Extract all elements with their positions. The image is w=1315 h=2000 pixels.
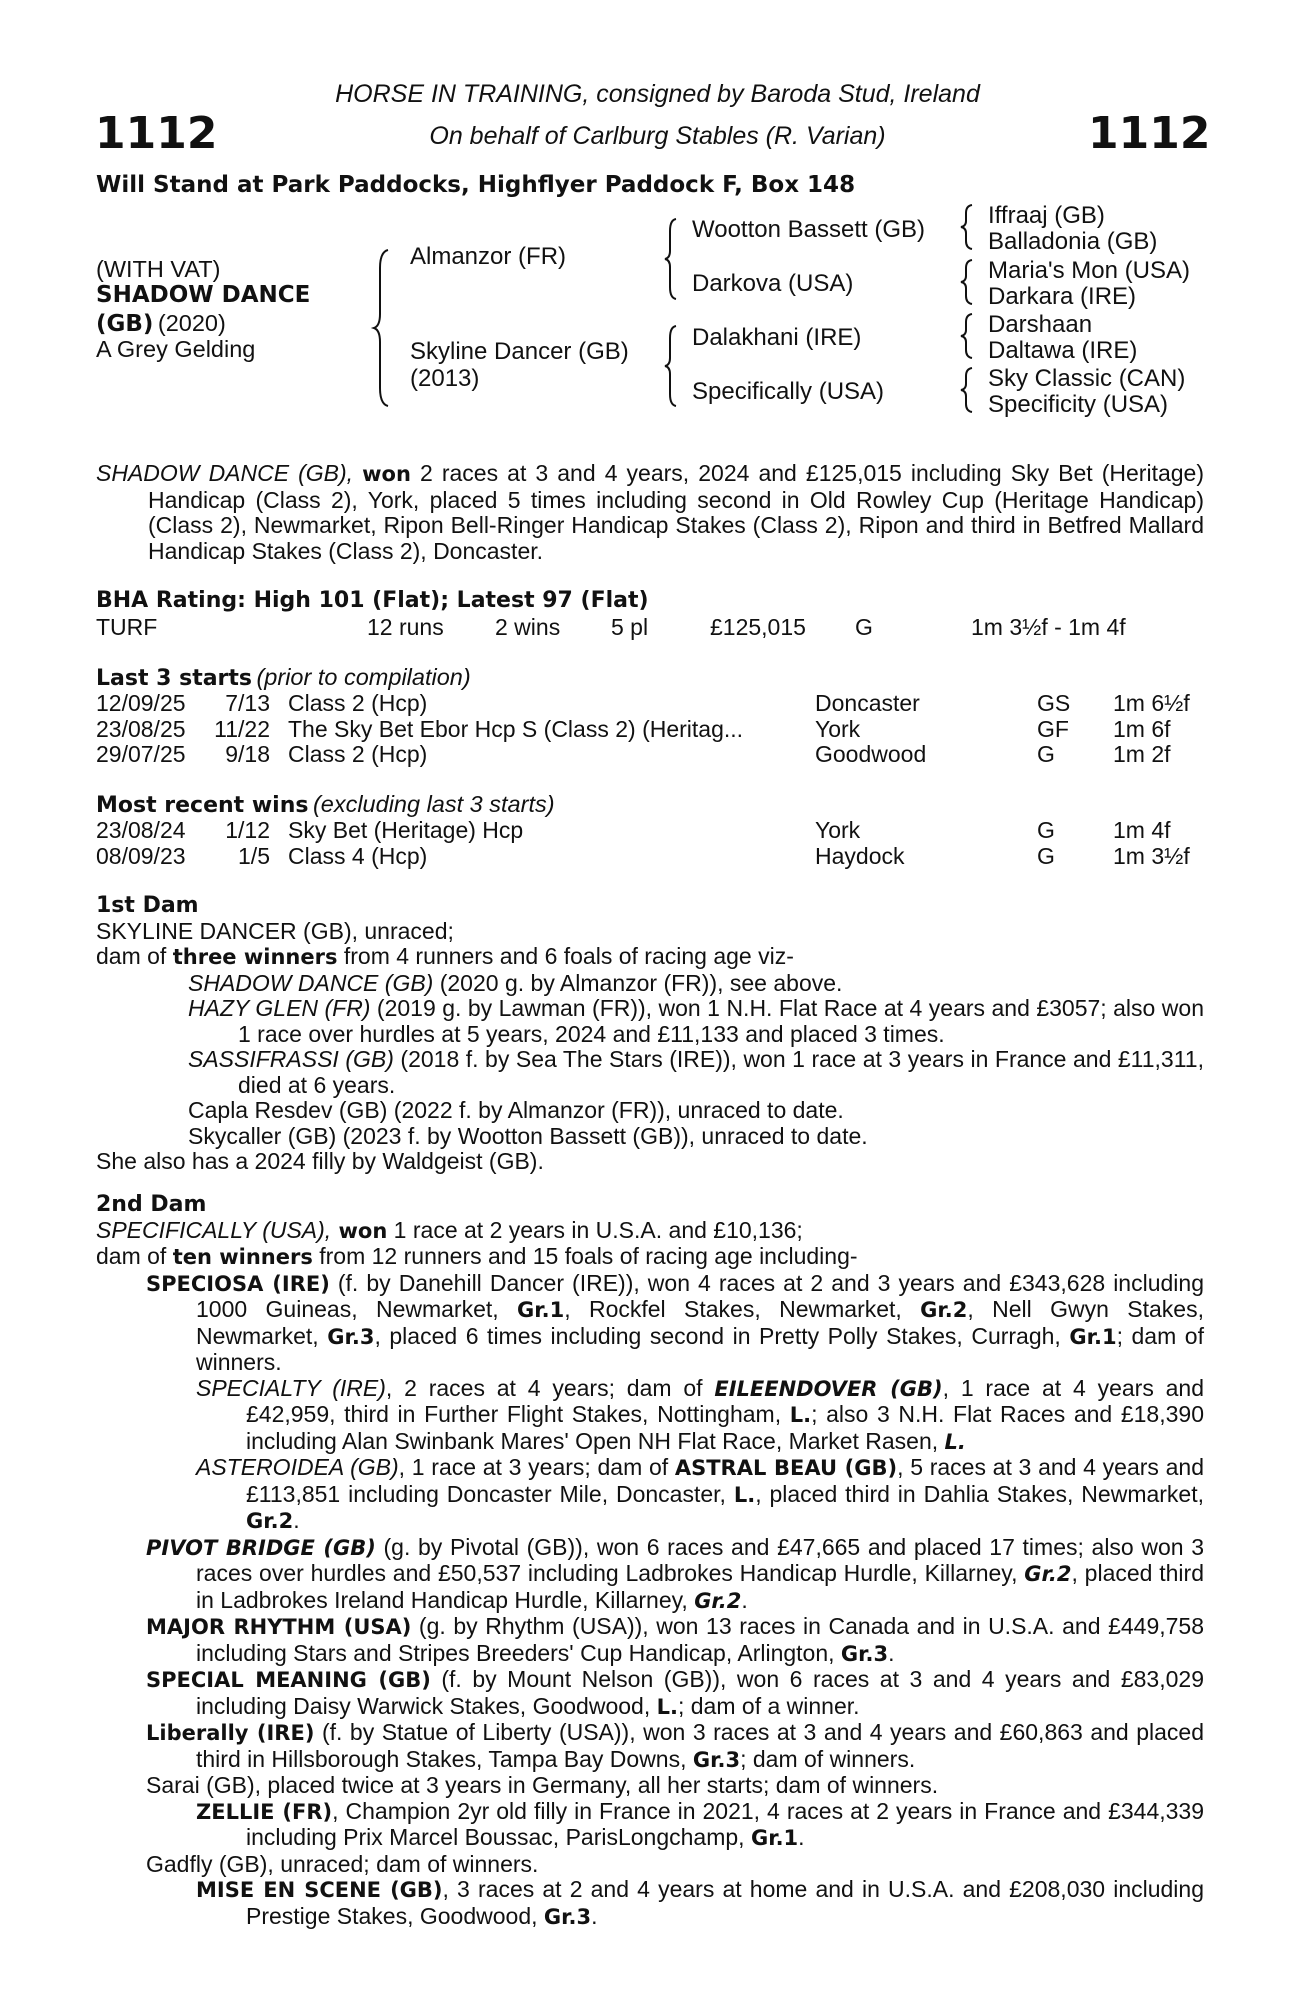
ped-g1: Iffraaj (GB) bbox=[988, 202, 1105, 229]
last3-cell-race: Class 2 (Hcp) bbox=[288, 741, 428, 767]
brace-sire bbox=[664, 217, 680, 301]
gr3-badge: Gr.3 bbox=[840, 1641, 889, 1666]
mise-en-scene-t1: , 3 races at 2 and 4 years at home and in U.S.A. and £208,030 including Prestige Stakes, Goodwood, bbox=[246, 1876, 1204, 1929]
horse-name bbox=[96, 282, 310, 308]
listed-badge: L. bbox=[789, 1403, 812, 1427]
progeny-4: Capla Resdev (GB) (2022 f. by Almanzor (FR)), unraced to date. bbox=[188, 1097, 844, 1123]
gr3-badge: Gr.3 bbox=[692, 1747, 741, 1772]
last3-cell-pos: 9/18 bbox=[225, 741, 270, 767]
specialty-t3: ; also 3 N.H. Flat Races and £18,390 including Alan Swinbank Mares' Open NH Flat Race, Market Rasen, bbox=[246, 1401, 1204, 1454]
specialty-t2: , 1 race at 4 years and £42,959, third in Further Flight Stakes, Nottingham, bbox=[246, 1374, 1204, 1427]
race-summary bbox=[96, 461, 1204, 564]
ped-dam-year: (2013) bbox=[410, 365, 480, 392]
last3-cell-course: Doncaster bbox=[815, 690, 920, 716]
astral-beau-name: ASTRAL BEAU (GB) bbox=[674, 1456, 898, 1480]
liberally-name: Liberally (IRE) bbox=[146, 1721, 315, 1745]
last3-note: (prior to compilation) bbox=[256, 664, 471, 690]
progeny-3-text: (2018 f. by Sea The Stars (IRE)), won 1 race at 3 years in France and £11,311, died at 6 years. bbox=[238, 1046, 1204, 1098]
first-dam-title: 1st Dam bbox=[96, 893, 199, 918]
special-meaning-t2: ; dam of a winner. bbox=[677, 1692, 860, 1719]
ped-dam: Skyline Dancer (GB) bbox=[410, 338, 629, 365]
wins-cell-dist: 1m 4f bbox=[1113, 817, 1171, 843]
wins-title: Most recent wins bbox=[96, 793, 309, 818]
sarai: Sarai (GB), placed twice at 3 years in Germany, all her starts; dam of winners. bbox=[146, 1772, 939, 1798]
liberally-t1: (f. by Statue of Liberty (USA)), won 3 races at 3 and 4 years and £60,863 and placed third in Hillsborough Stakes, Tampa Bay Downs, bbox=[196, 1719, 1204, 1772]
sd-won: won bbox=[331, 1218, 388, 1243]
progeny-1-name: SHADOW DANCE (GB) bbox=[188, 969, 434, 996]
last3-cell-date: 23/08/25 bbox=[96, 715, 186, 742]
specialty bbox=[196, 1376, 1204, 1456]
asteroidea-name: ASTEROIDEA (GB) bbox=[196, 1454, 399, 1480]
major-rhythm-t1: (g. by Rhythm (USA)), won 13 races in Canada and in U.S.A. and £449,758 including Stars and Stripes Breeders' Cup Handicap, Arlington, bbox=[196, 1613, 1204, 1666]
wins-cell-race: Class 4 (Hcp) bbox=[288, 842, 428, 869]
gr3-badge: Gr.3 bbox=[543, 1904, 592, 1929]
first-dam-line1: SKYLINE DANCER (GB), unraced; bbox=[96, 917, 454, 944]
gr2-badge: Gr.2 bbox=[246, 1509, 294, 1533]
fd-l2a: dam of bbox=[96, 943, 173, 969]
gr2-badge: Gr.2 bbox=[694, 1588, 742, 1613]
consignor-line: HORSE IN TRAINING, consigned by Baroda Stud, Ireland bbox=[335, 80, 980, 108]
brace-main bbox=[372, 248, 392, 408]
rating-earnings: £125,015 bbox=[710, 614, 806, 640]
wins-cell-dist: 1m 3½f bbox=[1113, 842, 1190, 869]
first-dam-line2 bbox=[96, 944, 1204, 971]
zellie-t1: , Champion 2yr old filly in France in 2021, 4 races at 2 years in France and £344,339 including Prix Marcel Boussac, ParisLongchamp, bbox=[246, 1797, 1205, 1850]
ped-dam-sire: Dalakhani (IRE) bbox=[692, 324, 862, 351]
wins-cell-date: 23/08/24 bbox=[96, 817, 186, 843]
rating-going: G bbox=[855, 614, 873, 640]
last3-cell-going: G bbox=[1037, 741, 1055, 767]
gr1-badge: Gr.1 bbox=[1069, 1324, 1117, 1349]
specialty-t1: , 2 races at 4 years; dam of bbox=[385, 1374, 715, 1401]
location-line: Will Stand at Park Paddocks, Highflyer Paddock F, Box 148 bbox=[96, 172, 856, 198]
last3-cell-pos: 7/13 bbox=[225, 690, 270, 716]
wins-cell-pos: 1/12 bbox=[225, 817, 270, 843]
brace-g56 bbox=[960, 312, 976, 360]
special-meaning bbox=[146, 1667, 1204, 1720]
last3-cell-going: GS bbox=[1037, 690, 1071, 716]
eileendover-name: EILEENDOVER (GB) bbox=[714, 1376, 943, 1401]
listed-badge: L. bbox=[733, 1482, 756, 1507]
summary-text: 2 races at 3 and 4 years, 2024 and £125,015 including Sky Bet (Heritage) Handicap (Class 2), York, placed 5 times including second in Old Rowley Cup (Heritage Handicap) (Class 2), Newmarket, Ripon Bell-Ringer Handicap Stakes (Class 2), Ripon and third in Betfred Mallard Handicap Stakes (Class 2), Doncaster. bbox=[148, 460, 1204, 564]
progeny-6: She also has a 2024 filly by Waldgeist (GB). bbox=[96, 1148, 544, 1174]
wins-cell-course: Haydock bbox=[815, 842, 905, 869]
rating-runs: 12 runs bbox=[367, 614, 444, 640]
gr2-badge: Gr.2 bbox=[920, 1298, 968, 1322]
second-dam-section bbox=[96, 1192, 1204, 1930]
listed-badge: L. bbox=[944, 1429, 966, 1454]
ped-g2: Balladonia (GB) bbox=[988, 228, 1158, 255]
summary-won: won bbox=[362, 462, 411, 486]
wins-cell-going: G bbox=[1037, 842, 1055, 869]
brace-g78 bbox=[960, 366, 976, 414]
major-rhythm-name: MAJOR RHYTHM (USA) bbox=[146, 1615, 412, 1639]
rating-placed: 5 pl bbox=[611, 614, 649, 640]
wins-note: (excluding last 3 starts) bbox=[312, 791, 555, 817]
progeny-5: Skycaller (GB) (2023 f. by Wootton Bassett (GB)), unraced to date. bbox=[188, 1122, 868, 1149]
last3-cell-going: GF bbox=[1037, 715, 1069, 742]
gr3-badge: Gr.3 bbox=[327, 1324, 375, 1349]
last3-title: Last 3 starts bbox=[96, 666, 253, 691]
liberally bbox=[146, 1720, 1204, 1773]
last3-cell-dist: 1m 6f bbox=[1113, 715, 1171, 742]
first-dam-section bbox=[96, 893, 1204, 1175]
last3-cell-course: Goodwood bbox=[815, 741, 927, 767]
gr1-badge: Gr.1 bbox=[517, 1298, 565, 1322]
sd-l1c: 1 race at 2 years in U.S.A. and £10,136; bbox=[387, 1216, 803, 1243]
asteroidea-t3: , placed third in Dahlia Stakes, Newmarket, bbox=[755, 1480, 1204, 1507]
horse-country: (GB) bbox=[96, 311, 154, 337]
progeny-2 bbox=[188, 996, 1204, 1047]
ped-g4: Darkara (IRE) bbox=[988, 283, 1137, 310]
ped-g8: Specificity (USA) bbox=[988, 391, 1169, 418]
listed-badge: L. bbox=[656, 1694, 678, 1719]
last3-cell-dist: 1m 2f bbox=[1113, 741, 1171, 767]
specialty-name: SPECIALTY (IRE) bbox=[196, 1374, 386, 1401]
speciosa-name: SPECIOSA (IRE) bbox=[146, 1271, 330, 1296]
wins-heading bbox=[96, 791, 555, 818]
sd-l2c: from 12 runners and 15 foals of racing age including- bbox=[312, 1243, 858, 1269]
progeny-2-name: HAZY GLEN (FR) bbox=[188, 995, 371, 1021]
progeny-3-name: SASSIFRASSI (GB) bbox=[188, 1046, 394, 1072]
horse-name-text: SHADOW DANCE bbox=[96, 282, 311, 308]
gadfly: Gadfly (GB), unraced; dam of winners. bbox=[146, 1850, 539, 1877]
speciosa-t3: , Nell Gwyn Stakes, Newmarket, bbox=[196, 1296, 1204, 1349]
rating-wins: 2 wins bbox=[495, 614, 561, 640]
zellie-name: ZELLIE (FR) bbox=[196, 1799, 333, 1824]
wins-cell-course: York bbox=[815, 817, 861, 843]
ped-g6: Daltawa (IRE) bbox=[988, 337, 1138, 364]
brace-g12 bbox=[960, 203, 976, 251]
behalf-line: On behalf of Carlburg Stables (R. Varian) bbox=[429, 122, 886, 150]
gr1-badge: Gr.1 bbox=[750, 1826, 799, 1850]
last3-cell-race: Class 2 (Hcp) bbox=[288, 690, 428, 716]
sd-name: SPECIFICALLY (USA), bbox=[96, 1216, 332, 1243]
last3-cell-race: The Sky Bet Ebor Hcp S (Class 2) (Heritag... bbox=[288, 715, 744, 742]
summary-name: SHADOW DANCE (GB), bbox=[96, 460, 354, 486]
ped-g3: Maria's Mon (USA) bbox=[988, 257, 1190, 284]
sd-l2a: dam of bbox=[96, 1243, 173, 1269]
last3-cell-course: York bbox=[815, 715, 861, 742]
mise-en-scene: MISE EN SCENE (GB), 3 races at 2 and 4 years at home and in U.S.A. and £208,030 including Prestige Stakes, Goodwood, Gr.3. bbox=[196, 1876, 1204, 1929]
sd-line1 bbox=[96, 1218, 1204, 1245]
horse-year: (2020) bbox=[157, 310, 226, 336]
special-meaning-name: SPECIAL MEANING (GB) bbox=[146, 1668, 431, 1692]
vat-note: (WITH VAT) bbox=[96, 256, 221, 282]
progeny-1-text: (2020 g. by Almanzor (FR)), see above. bbox=[433, 969, 843, 996]
wins-cell-pos: 1/5 bbox=[238, 842, 270, 869]
speciosa-t4: , placed 6 times including second in Pretty Polly Stakes, Curragh, bbox=[374, 1322, 1070, 1349]
asteroidea: ASTEROIDEA (GB), 1 race at 3 years; dam of ASTRAL BEAU (GB), 5 races at 3 and 4 years and £113,851 including Doncaster Mile, Doncaster, L., placed third in Dahlia Stakes, Newmarket, Gr.2. bbox=[196, 1454, 1204, 1533]
wins-cell-going: G bbox=[1037, 817, 1055, 843]
last3-cell-date: 29/07/25 bbox=[96, 741, 186, 767]
last3-cell-dist: 1m 6½f bbox=[1113, 690, 1190, 716]
major-rhythm: MAJOR RHYTHM (USA) (g. by Rhythm (USA)), won 13 races in Canada and in U.S.A. and £449,758 including Stars and Stripes Breeders' Cup Handicap, Arlington, Gr.3. bbox=[146, 1613, 1204, 1666]
mise-en-scene-name: MISE EN SCENE (GB) bbox=[196, 1878, 443, 1902]
ped-sire-sire: Wootton Bassett (GB) bbox=[692, 216, 925, 243]
progeny-3 bbox=[188, 1047, 1204, 1098]
gr2-badge: Gr.2 bbox=[1024, 1562, 1072, 1586]
fd-l2c: from 4 runners and 6 foals of racing age viz- bbox=[337, 943, 794, 969]
rating-distance: 1m 3½f - 1m 4f bbox=[971, 614, 1126, 640]
last3-cell-pos: 11/22 bbox=[214, 715, 270, 742]
sd-line2 bbox=[96, 1244, 1204, 1271]
liberally-t2: ; dam of winners. bbox=[740, 1745, 916, 1772]
speciosa-t2: , Rockfel Stakes, Newmarket, bbox=[564, 1296, 921, 1322]
ped-g7: Sky Classic (CAN) bbox=[988, 365, 1186, 392]
progeny-2-text: (2019 g. by Lawman (FR)), won 1 N.H. Flat Race at 4 years and £3057; also won 1 race over hurdles at 5 years, 2024 and £11,133 and placed 3 times. bbox=[238, 995, 1204, 1047]
ped-sire-dam: Darkova (USA) bbox=[692, 270, 854, 297]
last3-cell-date: 12/09/25 bbox=[96, 690, 186, 716]
bha-rating-title: BHA Rating: High 101 (Flat); Latest 97 (Flat) bbox=[96, 588, 649, 613]
lot-number-left: 1112 bbox=[95, 108, 218, 159]
horse-origin bbox=[96, 310, 226, 337]
sd-ten-winners: ten winners bbox=[172, 1245, 313, 1269]
ped-g5: Darshaan bbox=[988, 311, 1093, 338]
pivot-t2: , placed third in Ladbrokes Ireland Handicap Hurdle, Killarney, bbox=[196, 1560, 1204, 1613]
brace-dam bbox=[664, 324, 680, 408]
brace-g34 bbox=[960, 258, 976, 306]
asteroidea-t2: , 5 races at 3 and 4 years and £113,851 including Doncaster Mile, Doncaster, bbox=[246, 1454, 1204, 1507]
wins-cell-date: 08/09/23 bbox=[96, 842, 186, 869]
pivot-t1: (g. by Pivotal (GB)), won 6 races and £47,665 and placed 17 times; also won 3 races over hurdles and £50,537 including Ladbrokes Handicap Hurdle, Killarney, bbox=[196, 1533, 1204, 1586]
zellie: ZELLIE (FR), Champion 2yr old filly in France in 2021, 4 races at 2 years in France and £344,339 including Prix Marcel Boussac, ParisLongchamp, Gr.1. bbox=[196, 1797, 1205, 1850]
fd-three-winners: three winners bbox=[172, 945, 338, 969]
speciosa bbox=[146, 1271, 1204, 1376]
wins-cell-race: Sky Bet (Heritage) Hcp bbox=[288, 817, 524, 843]
rating-surface: TURF bbox=[96, 614, 158, 640]
speciosa-t1: (f. by Danehill Dancer (IRE)), won 4 races at 2 and 3 years and £343,628 including 1000 Guineas, Newmarket, bbox=[196, 1269, 1204, 1322]
speciosa-t5: ; dam of winners. bbox=[196, 1322, 1204, 1375]
ped-dam-dam: Specifically (USA) bbox=[692, 378, 885, 405]
lot-number-right: 1112 bbox=[1088, 108, 1211, 159]
last3-heading bbox=[96, 664, 471, 691]
horse-description: A Grey Gelding bbox=[96, 336, 256, 362]
pivot-bridge: PIVOT BRIDGE (GB) (g. by Pivotal (GB)), won 6 races and £47,665 and placed 17 times; also won 3 races over hurdles and £50,537 including Ladbrokes Handicap Hurdle, Killarney, Gr.2, placed third in Ladbrokes Ireland Handicap Hurdle, Killarney, Gr.2. bbox=[146, 1533, 1204, 1613]
pivot-bridge-name: PIVOT BRIDGE (GB) bbox=[146, 1535, 376, 1560]
progeny-1 bbox=[188, 971, 1204, 997]
asteroidea-t1: , 1 race at 3 years; dam of bbox=[398, 1454, 675, 1480]
special-meaning-t1: (f. by Mount Nelson (GB)), won 6 races at 3 and 4 years and £83,029 including Daisy Warwick Stakes, Goodwood, bbox=[196, 1666, 1204, 1719]
ped-sire: Almanzor (FR) bbox=[410, 243, 567, 270]
second-dam-title: 2nd Dam bbox=[96, 1192, 207, 1217]
